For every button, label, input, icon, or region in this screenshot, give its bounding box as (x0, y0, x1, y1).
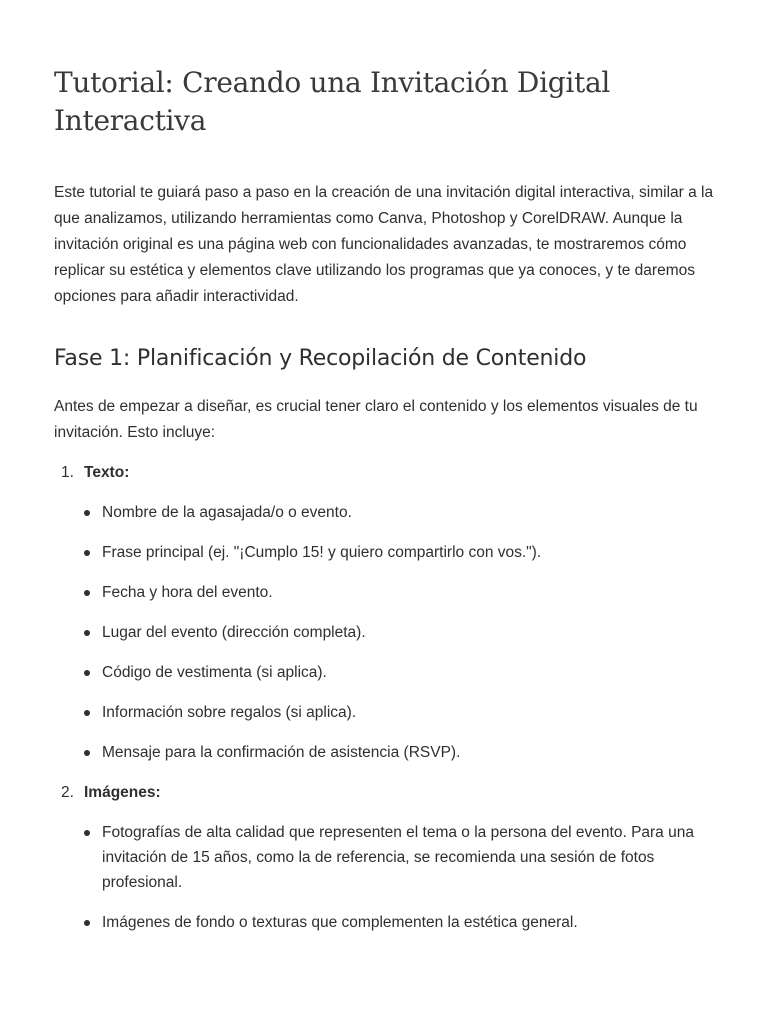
bullet-item: Fecha y hora del evento. (54, 580, 718, 605)
page-title: Tutorial: Creando una Invitación Digital Interactiva (54, 66, 611, 137)
document-page (54, 64, 718, 950)
list-number: 2. (61, 784, 74, 801)
content-list (54, 460, 718, 935)
phase-1-heading: Fase 1: Planificación y Recopilación de Contenido (54, 346, 587, 371)
intro-paragraph: Este tutorial te guiará paso a paso en la creación de una invitación digital interactiva, similar a la que analizamos, utilizando herramientas como Canva, Photoshop y CorelDRAW. Aunque la invitación original es una página web con funcionalidades avanzadas, te mostraremos cómo replicar su estética y elementos clave utilizando los programas que ya conoces, y te daremos opciones para añadir interactividad. (54, 184, 714, 305)
bullet-item: Lugar del evento (dirección completa). (54, 620, 718, 645)
phase-1-lead: Antes de empezar a diseñar, es crucial tener claro el contenido y los elementos visuales de tu invitación. Esto incluye: (54, 398, 698, 441)
list-item-imagenes (54, 780, 718, 935)
bullet-item: Imágenes de fondo o texturas que complementen la estética general. (54, 910, 718, 935)
list-item-texto (54, 460, 718, 765)
bullet-item: Nombre de la agasajada/o o evento. (54, 500, 718, 525)
list-item-title: Texto: (84, 464, 130, 481)
bullet-item: Código de vestimenta (si aplica). (54, 660, 718, 685)
imagenes-bullets (54, 820, 718, 935)
texto-bullets (54, 500, 718, 765)
list-item-title: Imágenes: (84, 784, 161, 801)
bullet-item: Fotografías de alta calidad que representen el tema o la persona del evento. Para una invitación de 15 años, como la de referencia, se recomienda una sesión de fotos profesional. (54, 820, 718, 895)
bullet-item: Mensaje para la confirmación de asistencia (RSVP). (54, 740, 718, 765)
list-number: 1. (61, 464, 74, 481)
bullet-item: Frase principal (ej. "¡Cumplo 15! y quiero compartirlo con vos."). (54, 540, 718, 565)
bullet-item: Información sobre regalos (si aplica). (54, 700, 718, 725)
